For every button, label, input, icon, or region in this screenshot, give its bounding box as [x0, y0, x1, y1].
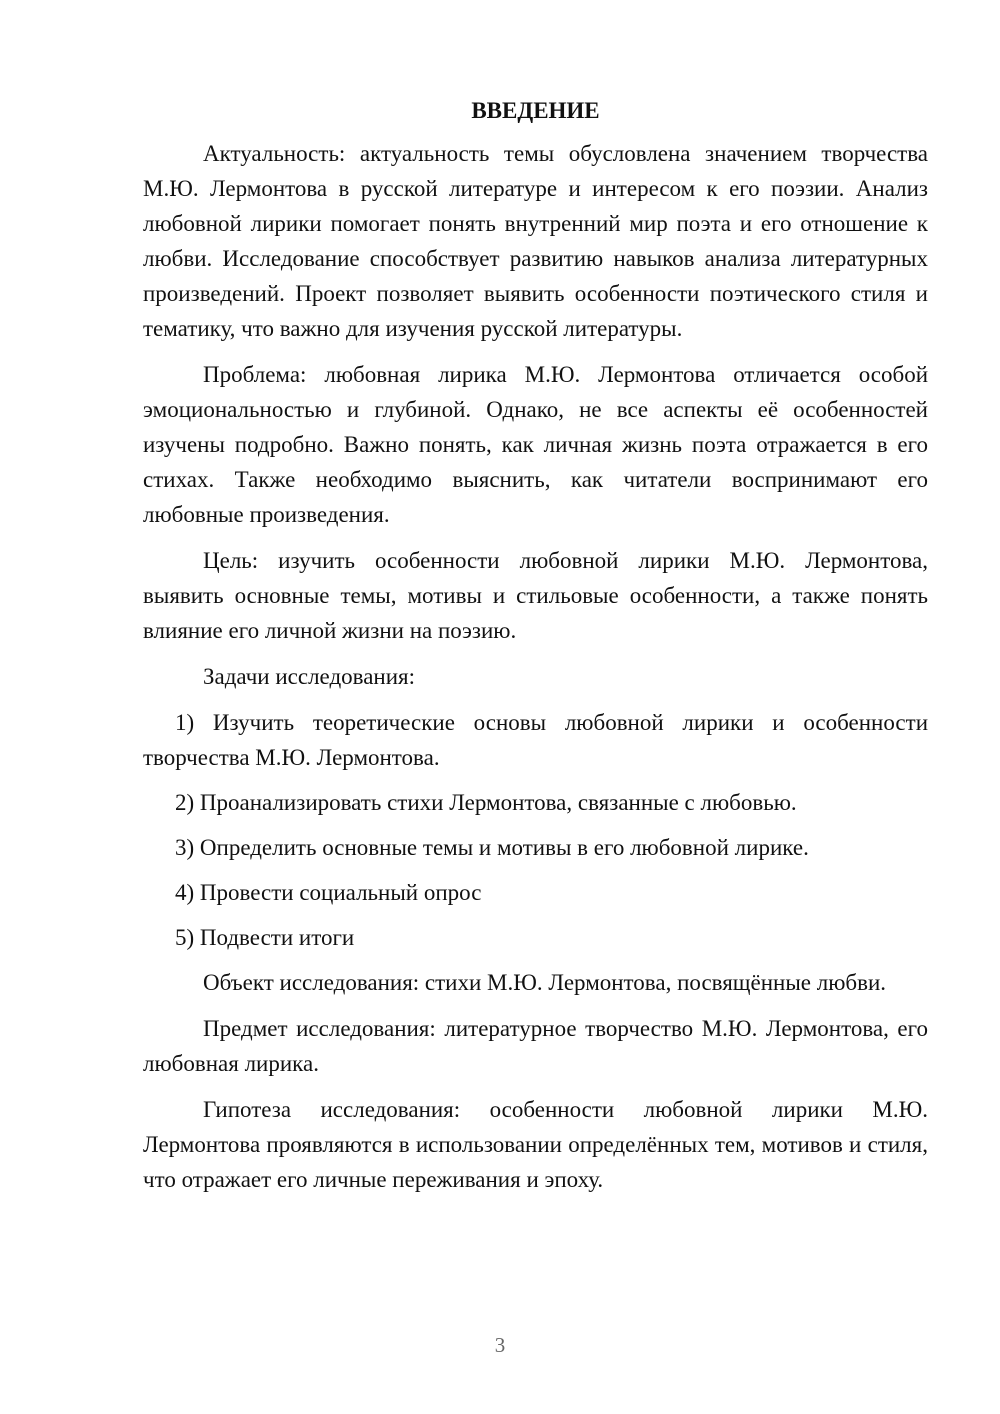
- task-item-3: 3) Определить основные темы и мотивы в его любовной лирике.: [175, 835, 809, 860]
- tasks-heading: Задачи исследования:: [203, 664, 416, 689]
- goal-paragraph: Цель: изучить особенности любовной лирики М.Ю. Лермонтова, выявить основные темы, мотивы и стильовые особенности, а также понять влияние его личной жизни на поэзию.: [143, 548, 928, 643]
- task-item-5: 5) Подвести итоги: [175, 925, 355, 950]
- subject-paragraph: Предмет исследования: литературное творчество М.Ю. Лермонтова, его любовная лирика.: [143, 1016, 928, 1076]
- document-page: [143, 94, 928, 1208]
- task-item-2: 2) Проанализировать стихи Лермонтова, связанные с любовью.: [175, 790, 797, 815]
- section-title: ВВЕДЕНИЕ: [471, 98, 600, 123]
- hypothesis-paragraph: Гипотеза исследования: особенности любовной лирики М.Ю. Лермонтова проявляются в использовании определённых тем, мотивов и стиля, что отражает его личные переживания и эпоху.: [143, 1097, 928, 1192]
- page-number: 3: [494, 1333, 506, 1357]
- task-item-1: 1) Изучить теоретические основы любовной лирики и особенности творчества М.Ю. Лермонтова.: [143, 710, 928, 770]
- problem-paragraph: Проблема: любовная лирика М.Ю. Лермонтова отличается особой эмоциональностью и глубиной. Однако, не все аспекты её особенностей изучены подробно. Важно понять, как личная жизнь поэта отражается в его стихах. Также необходимо выяснить, как читатели воспринимают его любовные произведения.: [143, 362, 928, 527]
- tasks-list: [143, 705, 928, 955]
- relevance-paragraph: Актуальность: актуальность темы обусловлена значением творчества М.Ю. Лермонтова в русской литературе и интересом к его поэзии. Анализ любовной лирики помогает понять внутренний мир поэта и его отношение к любви. Исследование способствует развитию навыков анализа литературных произведений. Проект позволяет выявить особенности поэтического стиля и тематику, что важно для изучения русской литературы.: [143, 141, 928, 341]
- object-paragraph: Объект исследования: стихи М.Ю. Лермонтова, посвящённые любви.: [203, 970, 887, 995]
- task-item-4: 4) Провести социальный опрос: [175, 880, 482, 905]
